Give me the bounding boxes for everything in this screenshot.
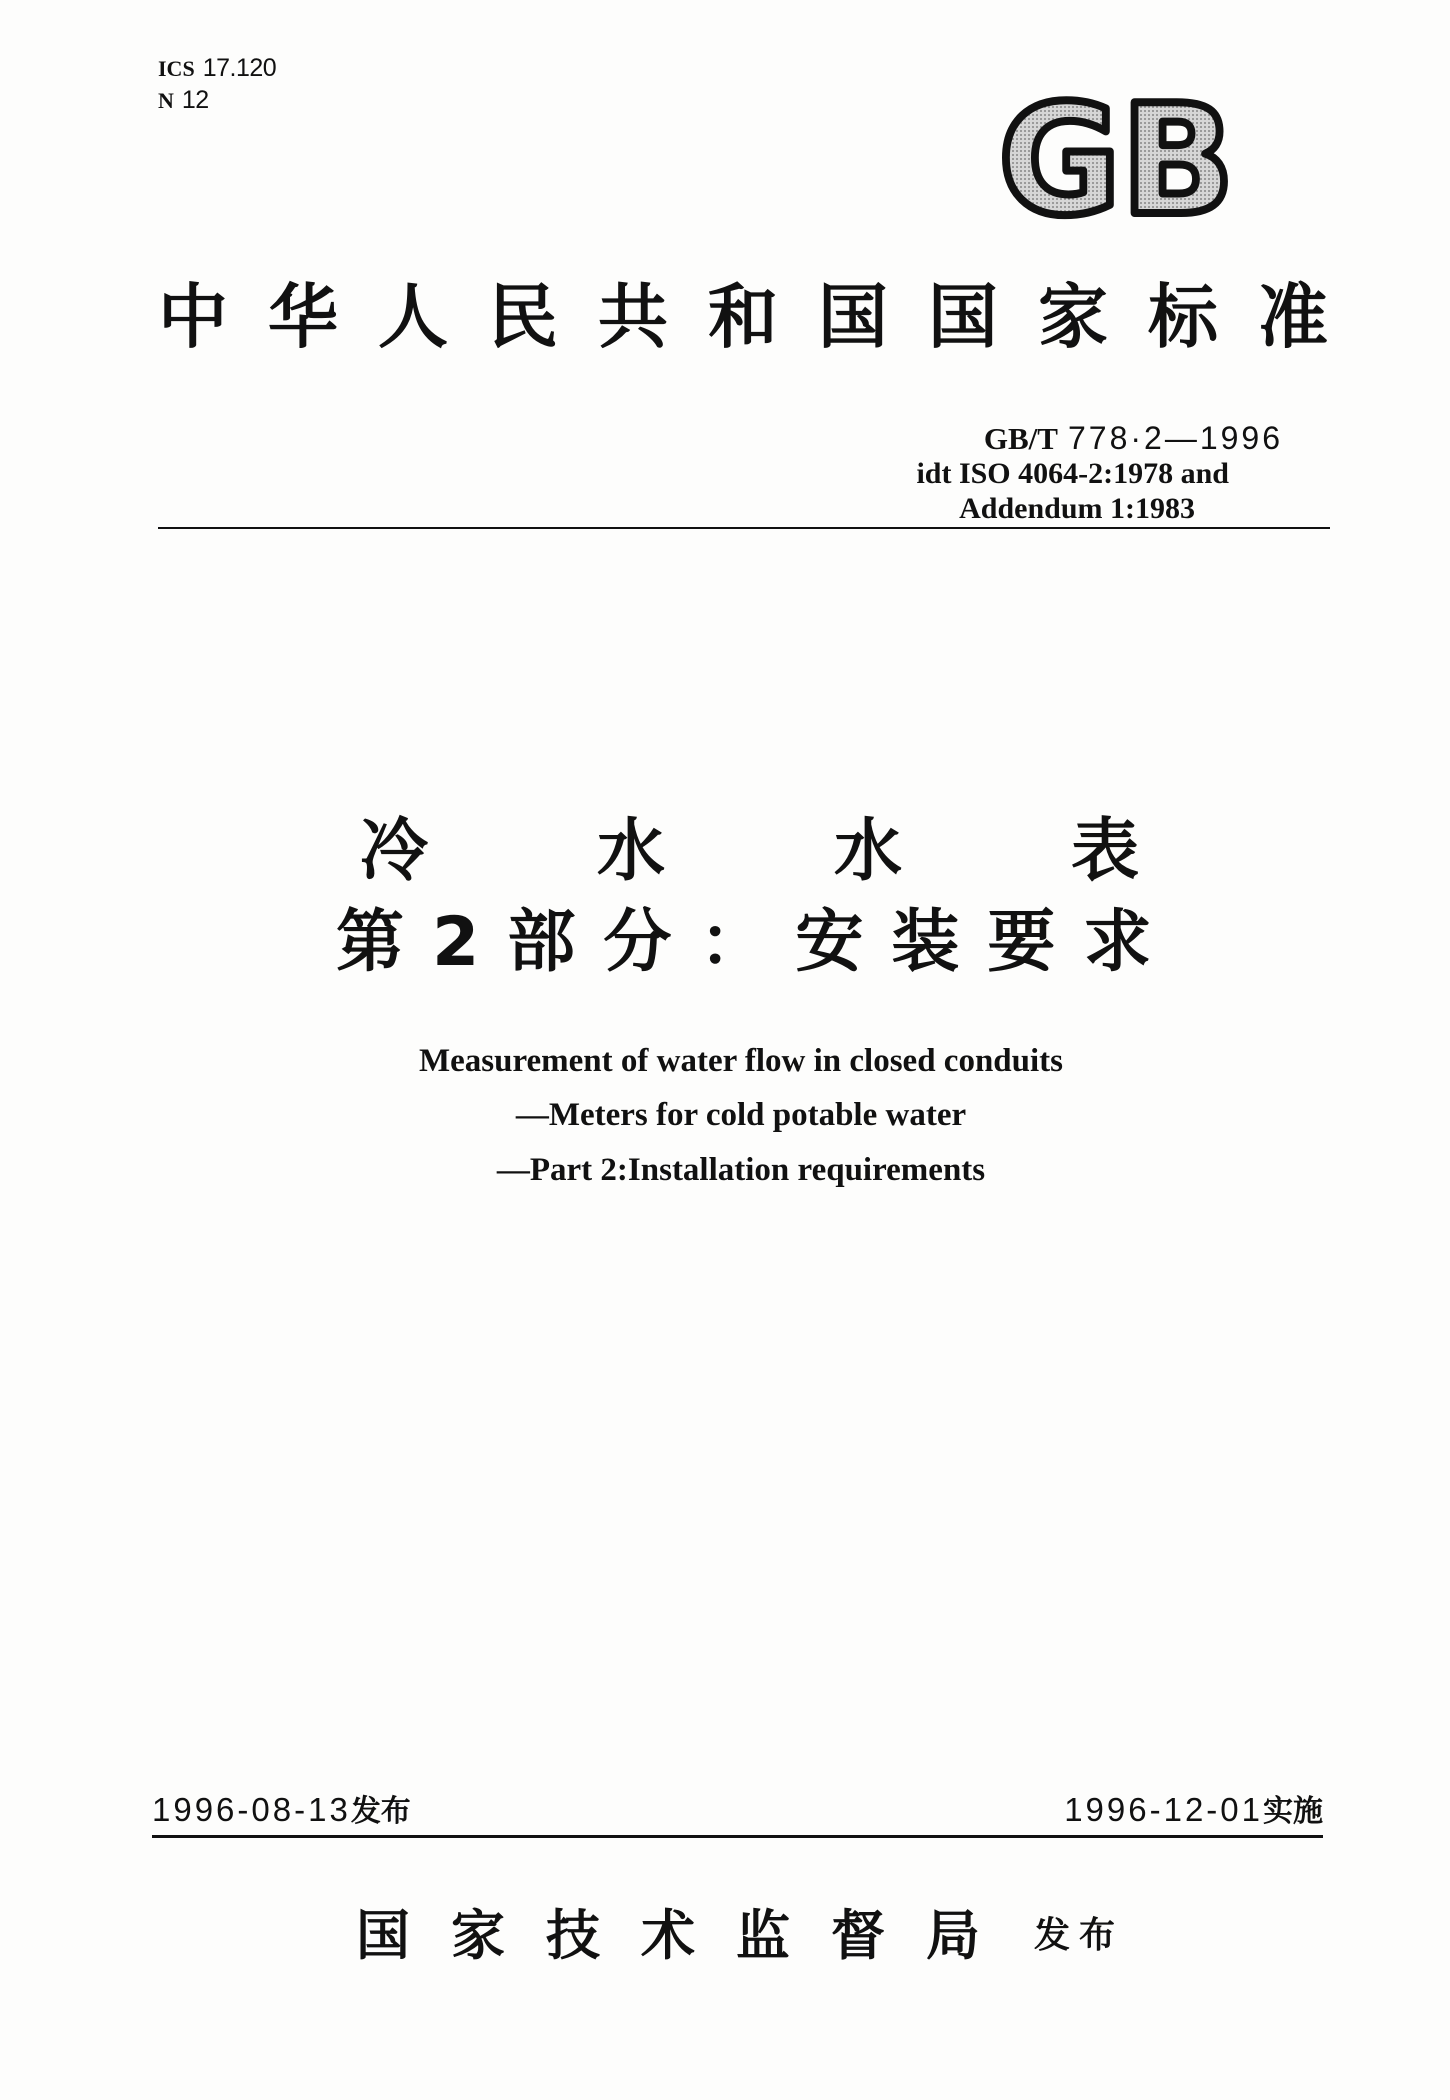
ccs-value: 12 <box>181 86 209 114</box>
title-zh-line-2: 第2部分：安装要求 <box>336 903 1180 982</box>
gb-logo <box>991 85 1242 225</box>
standard-number-value: 778·2—1996 <box>1067 420 1283 456</box>
title-en-line-3: —Part 2:Installation requirements <box>496 1152 986 1188</box>
standard-number-prefix: GB/T <box>983 421 1058 456</box>
title-en-line-1: Measurement of water flow in closed conduits <box>418 1043 1064 1079</box>
ccs-code <box>158 86 209 117</box>
ccs-label: N <box>158 88 174 113</box>
issue-date <box>152 1790 411 1836</box>
gb-logo-lettering: GB <box>998 85 1235 225</box>
iso-addendum: Addendum 1:1983 <box>959 492 1195 525</box>
publisher-name: 国家技术监督局 <box>356 1904 1021 1967</box>
footer-divider <box>152 1835 1323 1838</box>
national-standard-title: 中华人民共和国国家标准 <box>158 276 1368 358</box>
implementation-date <box>1064 1790 1323 1836</box>
title-zh-line-1: 冷水水表 <box>360 812 1309 891</box>
iso-equivalence: idt ISO 4064-2:1978 and <box>916 457 1229 490</box>
ics-label: ICS <box>158 56 195 81</box>
title-en-line-2: —Meters for cold potable water <box>515 1097 967 1133</box>
header-divider <box>158 527 1330 529</box>
implementation-date-label: 实施 <box>1263 1794 1323 1829</box>
issue-date-value: 1996-08-13 <box>152 1791 351 1828</box>
publisher-action: 发布 <box>1034 1915 1125 1956</box>
issue-date-label: 发布 <box>350 1794 411 1829</box>
ics-value: 17.120 <box>202 54 277 82</box>
standard-number <box>984 420 1283 462</box>
ics-code <box>158 54 276 85</box>
implementation-date-value: 1996-12-01 <box>1064 1791 1263 1828</box>
